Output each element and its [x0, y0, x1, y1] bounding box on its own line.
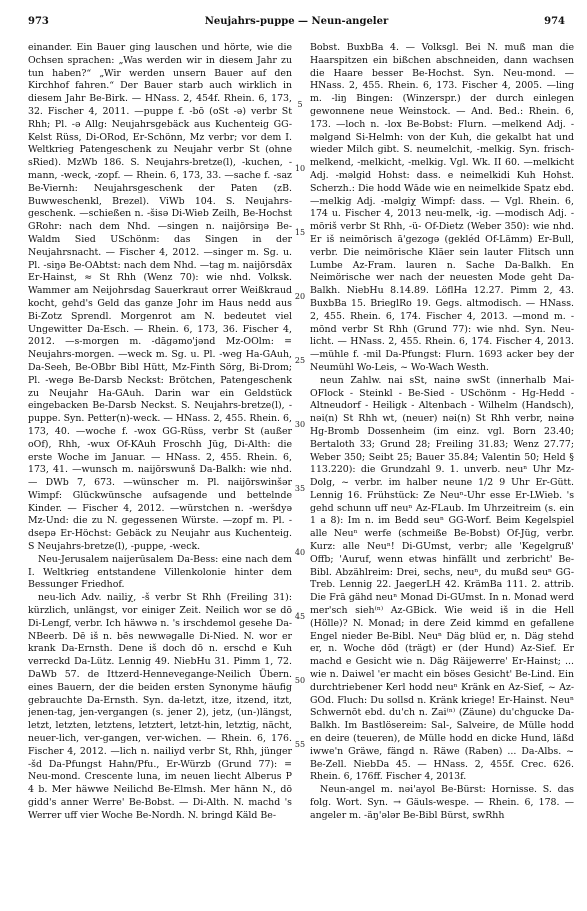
right-entry-neun: neun Zahlw. nai sSt, nainə swSt (innerhalb Mai-OFlock - Steinkl - Be-Sied - USchönm - Hg-Hedd - Altneudorf - Heiligk - Altenbach - Wilhelm (Handsch), nəi(n) St Rhh wt, (neuer) nəi(n) St Rhh verbr, nəinə Hg-Bromb Dossenheim (im einz. vgl. Born 23.40; Bertaloth 33; Grund 28; Freiling 31.83; Wenz 27.77; Weber 350; Seibt 25; Bauer 35.84; Valentin 50; Held § 113.220): die Grundzahl 9. 1. unverb. neuⁿ Uhr Mz-Dolg, ~ verbr. im halber neune 1/2 9 Uhr Er-Gütt. Lennig 16. Frühstück: Ze Neuⁿ-Uhr esse Er-LWieb. 's gehd schunn uff neuⁿ Az-FLaub. Im Uhrzeitreim (s. ein 1 a 8): Im n. im Bedd seuⁿ GG-Worf. Beim Kegelspiel alle Neuⁿ werfe (schmeiße Be-Bobst) Of-Jüg, verbr. Kurz: alle Neuⁿ! Di-GUmst, verbr; alle 'Kegelgruß' Offb; 'Auruf, wenn etwas hinfällt und zerbricht' Be-Bibl. Abzählreim: Drei, sechs, neuⁿ, du mußd seuⁿ GG-Treb. Lennig 22. JaegerLH 42. KrämBa 111. 2. attrib. Die Frā gähd neuⁿ Monad Di-GUmst. In n. Monad werd mer'sch sieh⁽ⁿ⁾ Az-GBick. Wie weid iš in die Hell (Hölle)? N. Monad; in dere Zeid kimmd en gefallene Engel nieder Be-Bibl. Neuⁿ Däg blüd er, n. Däg stehd er, n. Woche dōd (trägt) er (der Hund) Az-Sief. Er machd e Gesicht wie n. Däg Räijewerre' Er-Hainst; ... wie n. Daiwel 'er macht ein böses Gesicht' Be-Lind. Ein durchtriebener Kerl hodd neuⁿ Kränk en Az-Sief, ~ Az-GOd. Fluch: Du sollsd n. Kränk kriege! Er-Hainst. Neuⁿ Schwernōt ebd. du'ch n. Zai⁽ⁿ⁾ (Zäune) du'chgucke Da-Balkh. Im Bastlösereim: Sal-, Salveire, de Mülle hodd en deire (teueren), de Mülle hodd en dicke Hund, läßd iwwe'n Gräwe, fängd n. Räwe (Raben) ... Da-Albs. ~ Be-Zell. NiebDa 45. — HNass. 2, 455f. Crec. 626. Rhein. 6, 176ff. Fischer 4, 2013f. — [310, 374, 574, 783]
line-number: 35 — [294, 484, 306, 493]
right-page-number: 974 — [544, 16, 565, 27]
left-entry-neujahrs: einander. Ein Bauer ging lauschen und hörte, wie die Ochsen sprachen: „Was werden wir in diesem Jahr zu tun haben?“ „Wir werden unsern Bauer auf den Kirchhof fahren.“ Der Bauer starb auch wirklich in diesem Jahr Be-Birk. — HNass. 2, 454f. Rhein. 6, 173, 32. Fischer 4, 2011. —puppe f. -bō (oSt -ə) verbr St Rhh; Pl. -ə Allg: Neujahrsgebäck aus Kuchenteig GG-Kelst Rüss, Di-ORod, Er-Schönn, Mz verbr; vor dem I. Weltkrieg Patengeschenk zu Neujahr verbr St (ohne sRied). MzWb 186. S. Neujahrs-bretze(l), -kuchen, -mann, -weck, -zopf. — Rhein. 6, 173, 33. —sache f. -saz Be-Viernh: Neujahrsgeschenk der Paten (zB. Buwweschenkl, Brezel). ViWb 104. S. Neujahrs-geschenk. —schießen n. -šisə Di-Wieb Zeilh, Be-Hochst GRohr: nach dem Nhd. —singen n. naijōrsiŋə Be-Waldm Sied USchönm: das Singen in der Neujahrsnacht. — Fischer 4, 2012. —singer m. Sg. u. Pl. -siŋə Be-OAbtst: nach dem Nhd. —tag m. naijōrsdāx Er-Hainst, ≈ St Rhh (Wenz 70): wie nhd. Volksk. Wammer am Neijohrsdag Sauerkraut orrer Weißkraud kocht, gehd's Geld das ganze Johr im Haus nedd aus Bi-Zotz Sprendl. Morgenrot am N. bedeutet viel Ungewitter Da-Esch. — Rhein. 6, 173, 36. Fischer 4, 2012. —s-morgen m. -dāgəmo'jənd Mz-OOlm: = Neujahrs-morgen. —weck m. Sg. u. Pl. -weg Ha-GAuh, Da-Seeh, Be-OBbr Bibl Hütt, Mz-Finth Sörg, Bi-Drom; Pl. -wegə Be-Darsb Neckst: Brötchen, Patengeschenk zu Neujahr Ha-GAuh. Darin war ein Geldstück eingebacken Be-Darsb Neckst. S. Neujahrs-bretze(l), -puppe. Syn. Petter(n)-weck. — HNass. 2, 455. Rhein. 6, 173, 40. —woche f. -wox GG-Rüss, verbr St (außer oOf), Rhh, -wux Of-KAuh Froschh Jüg, Di-Alth: die erste Woche im Januar. — HNass. 2, 455. Rhein. 6, 173, 41. —wunsch m. naijōrswunš Da-Balkh: wie nhd. — DWb 7, 673. —wünscher m. Pl. naijōrswinšər Wimpf: Glückwünsche aufsagende und bettelnde Kinder. — Fischer 4, 2012. —würstchen n. -weršdyə Mz-Und: die zu N. gegessenen Würste. —zopf m. Pl. -dsepə Er-Höchst: Gebäck zu Neujahr aus Kuchenteig. S Neujahrs-bretze(l), -puppe, -weck. — [28, 42, 292, 553]
line-number: 15 — [294, 228, 306, 237]
line-number: 25 — [294, 356, 306, 365]
left-entry-neu-jerusalem: Neu-Jerusalem naijerūsalem Da-Bess: eine nach dem I. Weltkrieg entstandene Villenkolonie hinter dem Bessunger Friedhof. — [28, 553, 292, 591]
right-entry-neu-cont: Bobst. BuxbBa 4. — Volksgl. Bei N. muß man die Haarspitzen ein bißchen abschneiden, dann wachsen die Haare besser Be-Hochst. Syn. Neu-mond. — HNass. 2, 455. Rhein. 6, 173. Fischer 4, 2005. —ling m. -liŋ Bingen: (Winzerspr.) der durch einlegen gewonnene neue Weinstock. — And. Bed.: Rhein. 6, 173. —loch n. -lox Be-Bobst: Flurn. —melkend Adj. -məlgənd Si-Helmh: von der Kuh, die gekalbt hat und wieder Milch gibt. S. neumelchit, -melkig. Syn. frisch-melkend, -melkicht, -melkig. Vgl. Wk. II 60. —melkicht Adj. -məlgid Hohst: dass. e neimelkidi Kuh Hohst. Scherzh.: Die hodd Wāde wie en neimelkide Spatz ebd. —melkig Adj. -məlgiχ Wimpf: dass. — Vgl. Rhein. 6, 174 u. Fischer 4, 2013 neu-melk, -ig. —modisch Adj. -mōriš verbr St Rhh, -ü- Of-Dietz (Weber 350): wie nhd. Er iš neimōrisch ā'gezogə (gekléd Of-Lämm) Er-Bull, verbr. Die neimörische Kläer sein lauter Flitsch unn Lumbe Az-Fram. lauren n. Sache Da-Balkh. En Neimörische wer nach der neuesten Mode geht Da-Balkh. NiebHu 8.14.89. LöflHa 12.27. Pimm 2, 43. BuxbBa 15. BrieglRo 19. Gegs. altmodisch. — HNass. 2, 455. Rhein. 6, 174. Fischer 4, 2013. —mond m. -mōnd verbr St Rhh (Grund 77): wie nhd. Syn. Neu-licht. — HNass. 2, 455. Rhein. 6, 174. Fischer 4, 2013. —mühle f. -mil Da-Pfungst: Flurn. 1693 acker bey der Neumühl Wo-Leis, ~ Wo-Wach Westh. — [310, 42, 574, 373]
line-number: 30 — [294, 420, 306, 429]
line-number: 40 — [294, 548, 306, 557]
running-title: Neujahrs-puppe — Neun-angeler — [204, 16, 389, 27]
left-entry-neulich: neu-lich Adv. nailiχ, -š verbr St Rhh (Freiling 31): kürzlich, unlängst, vor einiger Zeit. Neilich wor se dō Di-Lengf, verbr. Ich häwwə n. 's irschdemol gesehe Da-NBeerb. Dē iš n. bēs newwəgalle Di-Nied. N. wor er krank Da-Ernsth. Dene iš doch dō n. erschd e Kuh verreckd Da-Lütz. Lennig 49. NiebHu 31. Pimm 1, 72. DaWb 57. de Ittzerd-Hennevegange-Neilich Übern. eines Bauern, der die beiden ersten Synonyme häufig gebrauchte Da-Ernsth. Syn. da-letzt, itze, itzend, itzt, jenen-tag, jen-vergangen (s. jener 2), jetz, (un-)längst, letzt, letzten, letztens, letztert, letzt-hin, letztig, nächt, neuer-lich, ver-gangen, ver-wichen. — Rhein. 6, 176. Fischer 4, 2012. —lich n. nailiyd verbr St, Rhh, jünger -šd Da-Pfungst Hahn/Pfu., Er-Würzb (Grund 77): = Neu-mond. Crescente luna, im neuen liecht Alberus P 4 b. Mer häwwe Neilichd Be-Elmsh. Mer hänn N., dō gidd's anner Werre' Be-Bobst. — Di-Alth. N. machd 's Werrer uff vier Woche Be-Nordh. N. bringd Käld Be- — [28, 592, 292, 821]
line-number: 10 — [294, 164, 306, 173]
page-header — [28, 8, 565, 30]
line-number: 5 — [297, 100, 303, 109]
line-number: 20 — [294, 292, 306, 301]
left-page-number: 973 — [28, 16, 49, 27]
line-number: 50 — [294, 676, 306, 685]
left-column — [28, 42, 292, 902]
line-number: 55 — [294, 740, 306, 749]
right-entry-neun-angel: Neun-angel m. nəi'ayol Be-Bürst: Hornisse. S. das folg. Wort. Syn. → Gäuls-wespe. — Rhein. 6, 178. —angeler m. -äŋ'ələr Be-Bibl Bürst, swRhh — [310, 784, 574, 821]
right-column — [310, 42, 574, 902]
line-number: 45 — [294, 612, 306, 621]
